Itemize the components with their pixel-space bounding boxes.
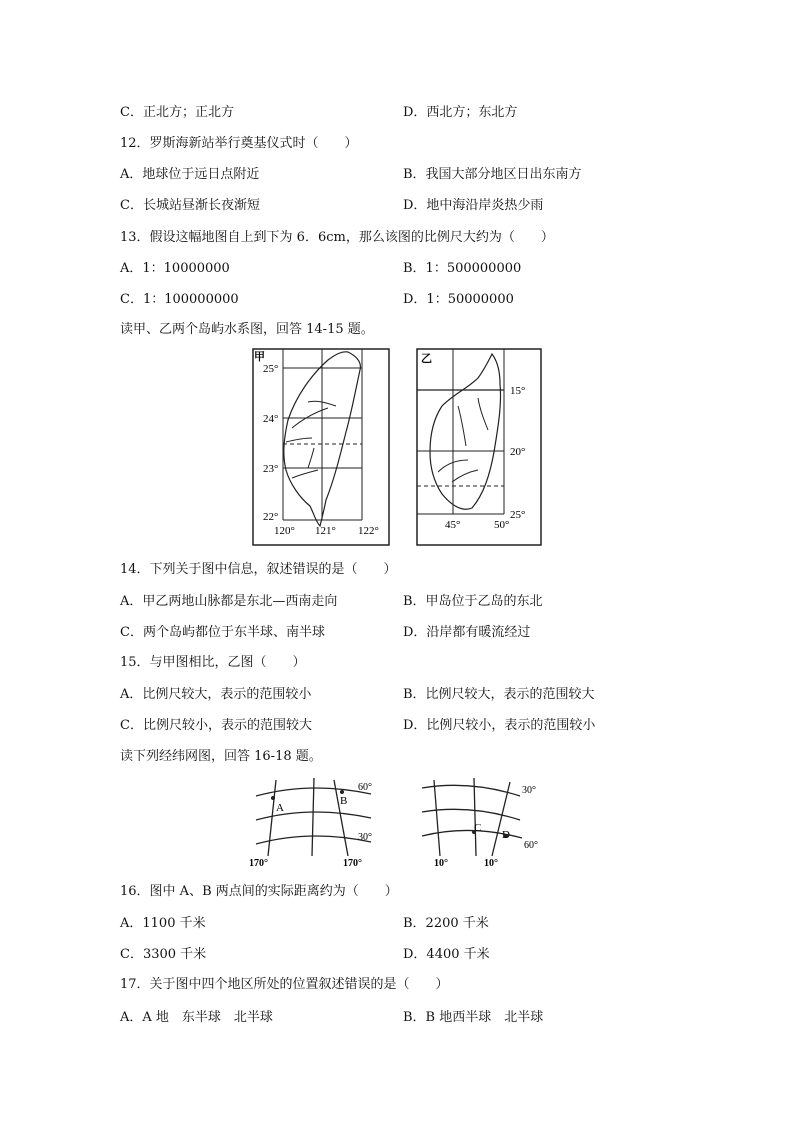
map-jia-lon-122: 122° [358,525,379,537]
q14-option-d: D．沿岸都有暖流经过 [403,625,531,640]
grid-right-lat-30: 30° [522,785,536,796]
map-jia-lon-121: 121° [315,525,336,537]
q12-option-d: D．地中海沿岸炎热少雨 [403,198,544,213]
grid-left-lat-60: 60° [358,782,372,793]
grid-left-lon-170a: 170° [249,858,268,866]
q15-option-c: C．比例尺较小，表示的范围较大 [120,718,312,733]
question-13: 13．假设这幅地图自上到下为 6．6cm，那么该图的比例尺大约为（ ） [120,230,554,245]
map-yi-lon-45: 45° [445,519,461,531]
q17-option-b: B．B 地西半球 北半球 [403,1010,544,1025]
map-yi-lat-20: 20° [510,446,526,458]
q16-option-b: B．2200 千米 [403,916,489,931]
grid-right-lon-10b: 10° [484,858,498,866]
map-jia-lat-23: 23° [263,463,279,475]
point-d: D [502,829,510,841]
q12-option-a: A．地球位于远日点附近 [120,167,260,182]
q11-option-c: C．正北方；正北方 [120,105,234,120]
grid-left-lat-30: 30° [358,832,372,843]
question-12: 12．罗斯海新站举行奠基仪式时（ ） [120,136,358,151]
island-map-jia [252,348,390,546]
q13-option-c: C．1：100000000 [120,292,239,307]
q16-option-a: A．1100 千米 [120,916,206,931]
q13-option-d: D．1：50000000 [403,292,514,307]
map-jia-lat-22: 22° [263,511,279,523]
instruction-14-15: 读甲、乙两个岛屿水系图，回答 14-15 题。 [120,322,374,337]
graticule-right [410,776,550,866]
q14-option-c: C．两个岛屿都位于东半球、南半球 [120,625,325,640]
grid-right-lat-60: 60° [524,840,538,851]
q12-option-c: C．长城站昼渐长夜渐短 [120,198,260,213]
q15-option-b: B．比例尺较大，表示的范围较大 [403,687,595,702]
graticule-left [246,776,386,866]
map-jia-lat-25: 25° [263,363,279,375]
q17-option-a: A．A 地 东半球 北半球 [120,1010,273,1025]
map-jia-lat-24: 24° [263,413,279,425]
map-yi-lon-50: 50° [494,519,510,531]
q14-option-a: A．甲乙两地山脉都是东北—西南走向 [120,594,338,609]
map-jia-lon-120: 120° [274,525,295,537]
q12-option-b: B．我国大部分地区日出东南方 [403,167,582,182]
q11-option-d: D．西北方；东北方 [403,105,518,120]
q13-option-b: B．1：500000000 [403,261,522,276]
q13-option-a: A．1：10000000 [120,261,230,276]
q16-option-c: C．3300 千米 [120,947,207,962]
q16-option-d: D．4400 千米 [403,947,490,962]
map-yi-lat-25: 25° [510,509,526,521]
question-14: 14．下列关于图中信息，叙述错误的是（ ） [120,562,397,577]
question-16: 16．图中 A、B 两点间的实际距离约为（ ） [120,884,398,899]
grid-right-lon-10a: 10° [434,858,448,866]
q14-option-b: B．甲岛位于乙岛的东北 [403,594,543,609]
point-c: C [474,822,482,834]
instruction-16-18: 读下列经纬网图，回答 16-18 题。 [120,749,322,764]
map-yi-lat-15: 15° [510,385,526,397]
grid-left-lon-170b: 170° [343,858,362,866]
q15-option-a: A．比例尺较大，表示的范围较小 [120,687,312,702]
point-b: B [340,795,348,807]
question-15: 15．与甲图相比，乙图（ ） [120,655,306,670]
map-yi-title: 乙 [421,353,432,365]
question-17: 17．关于图中四个地区所处的位置叙述错误的是（ ） [120,977,449,992]
map-jia-title: 甲 [254,351,265,363]
point-a: A [276,802,284,814]
island-map-yi [416,348,542,546]
q15-option-d: D．比例尺较小，表示的范围较小 [403,718,596,733]
